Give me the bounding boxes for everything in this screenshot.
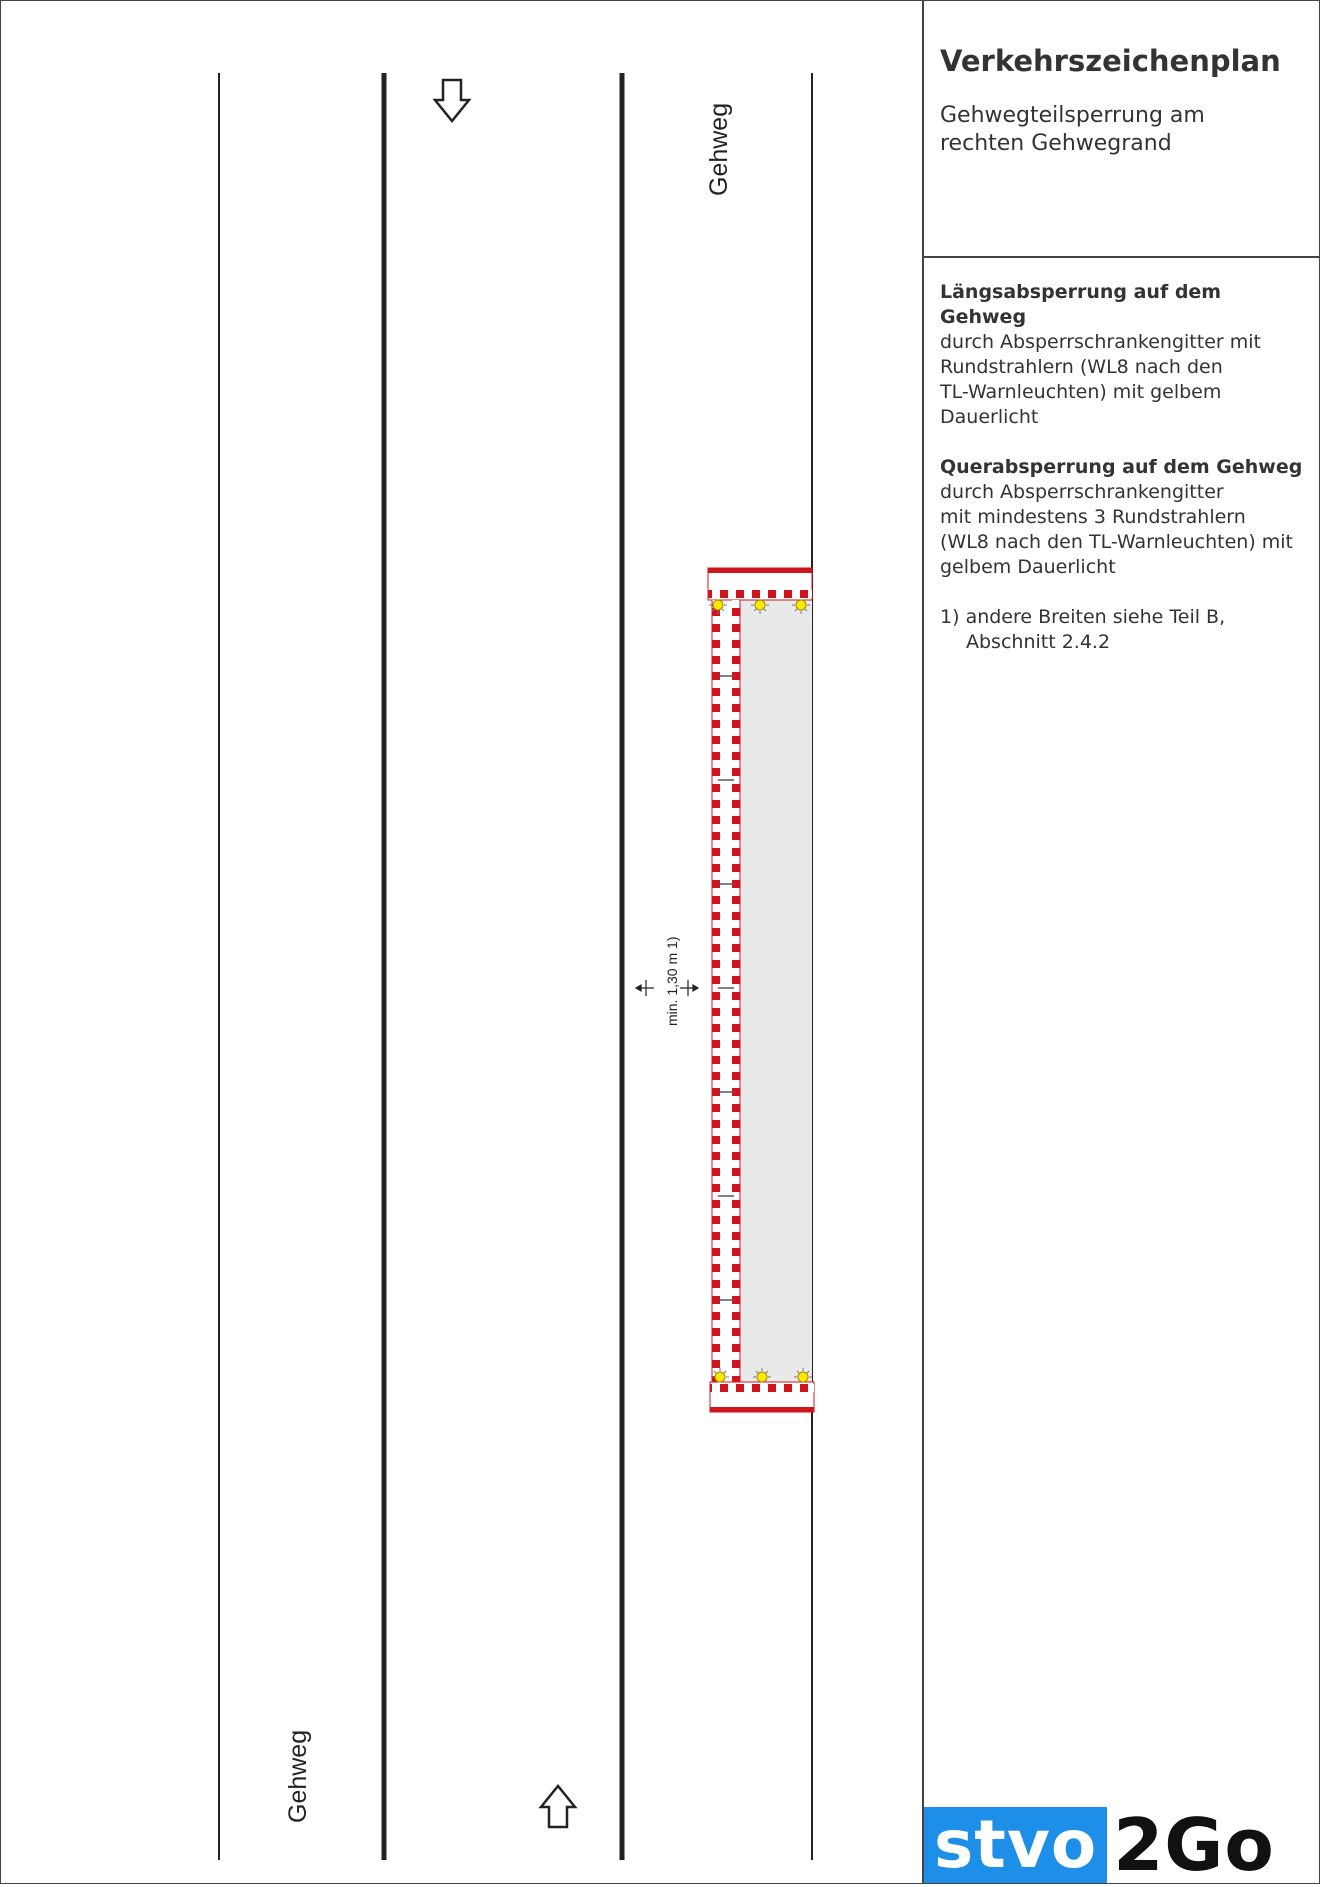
note-line: Rundstrahlern (WL8 nach den — [940, 356, 1223, 378]
sidewalk-label-top: Gehweg — [705, 102, 733, 196]
top-cross-barrier — [708, 568, 812, 600]
legend-panel — [922, 0, 1320, 1887]
logo-part-stvo: stvo — [924, 1807, 1107, 1883]
down-arrow-icon — [435, 80, 469, 121]
note-line: (WL8 nach den TL-Warnleuchten) mit — [940, 531, 1294, 553]
bottom-cross-barrier — [710, 1382, 814, 1412]
work-zone-area — [736, 600, 812, 1382]
note-line: gelbem Dauerlicht — [940, 556, 1116, 578]
note-line: durch Absperrschrankengitter — [940, 481, 1224, 503]
footnote-text-1: andere Breiten siehe Teil B, — [965, 606, 1226, 628]
note-line: durch Absperrschrankengitter mit — [940, 331, 1261, 353]
legend-notes — [924, 258, 1320, 655]
up-arrow-icon — [541, 1786, 575, 1827]
footnote — [940, 605, 1306, 655]
logo-part-2go: 2Go — [1113, 1803, 1275, 1887]
note-heading: Querabsperrung auf dem Gehweg — [940, 456, 1303, 478]
footnote-line-1 — [940, 605, 1306, 630]
sidewalk-label-bottom: Gehweg — [284, 1729, 312, 1823]
longitudinal-barrier — [712, 600, 740, 1382]
plan-title: Verkehrszeichenplan — [940, 44, 1281, 78]
note-heading: Längsabsperrung auf dem Gehweg — [940, 281, 1222, 328]
plan-subtitle: Gehwegteilsperrung am rechten Gehwegrand — [940, 103, 1205, 156]
note-line: mit mindestens 3 Rundstrahlern — [940, 506, 1246, 528]
width-dimension-label: min. 1,30 m 1) — [664, 936, 680, 1026]
stvo2go-logo — [924, 1803, 1320, 1887]
legend-header — [924, 0, 1320, 258]
footnote-text-2: Abschnitt 2.4.2 — [966, 631, 1111, 653]
note-cross-barrier — [940, 455, 1306, 580]
note-line: TL-Warnleuchten) mit gelbem Dauerlicht — [940, 381, 1222, 428]
footnote-number: 1) — [940, 606, 960, 628]
note-longitudinal-barrier — [940, 280, 1306, 430]
